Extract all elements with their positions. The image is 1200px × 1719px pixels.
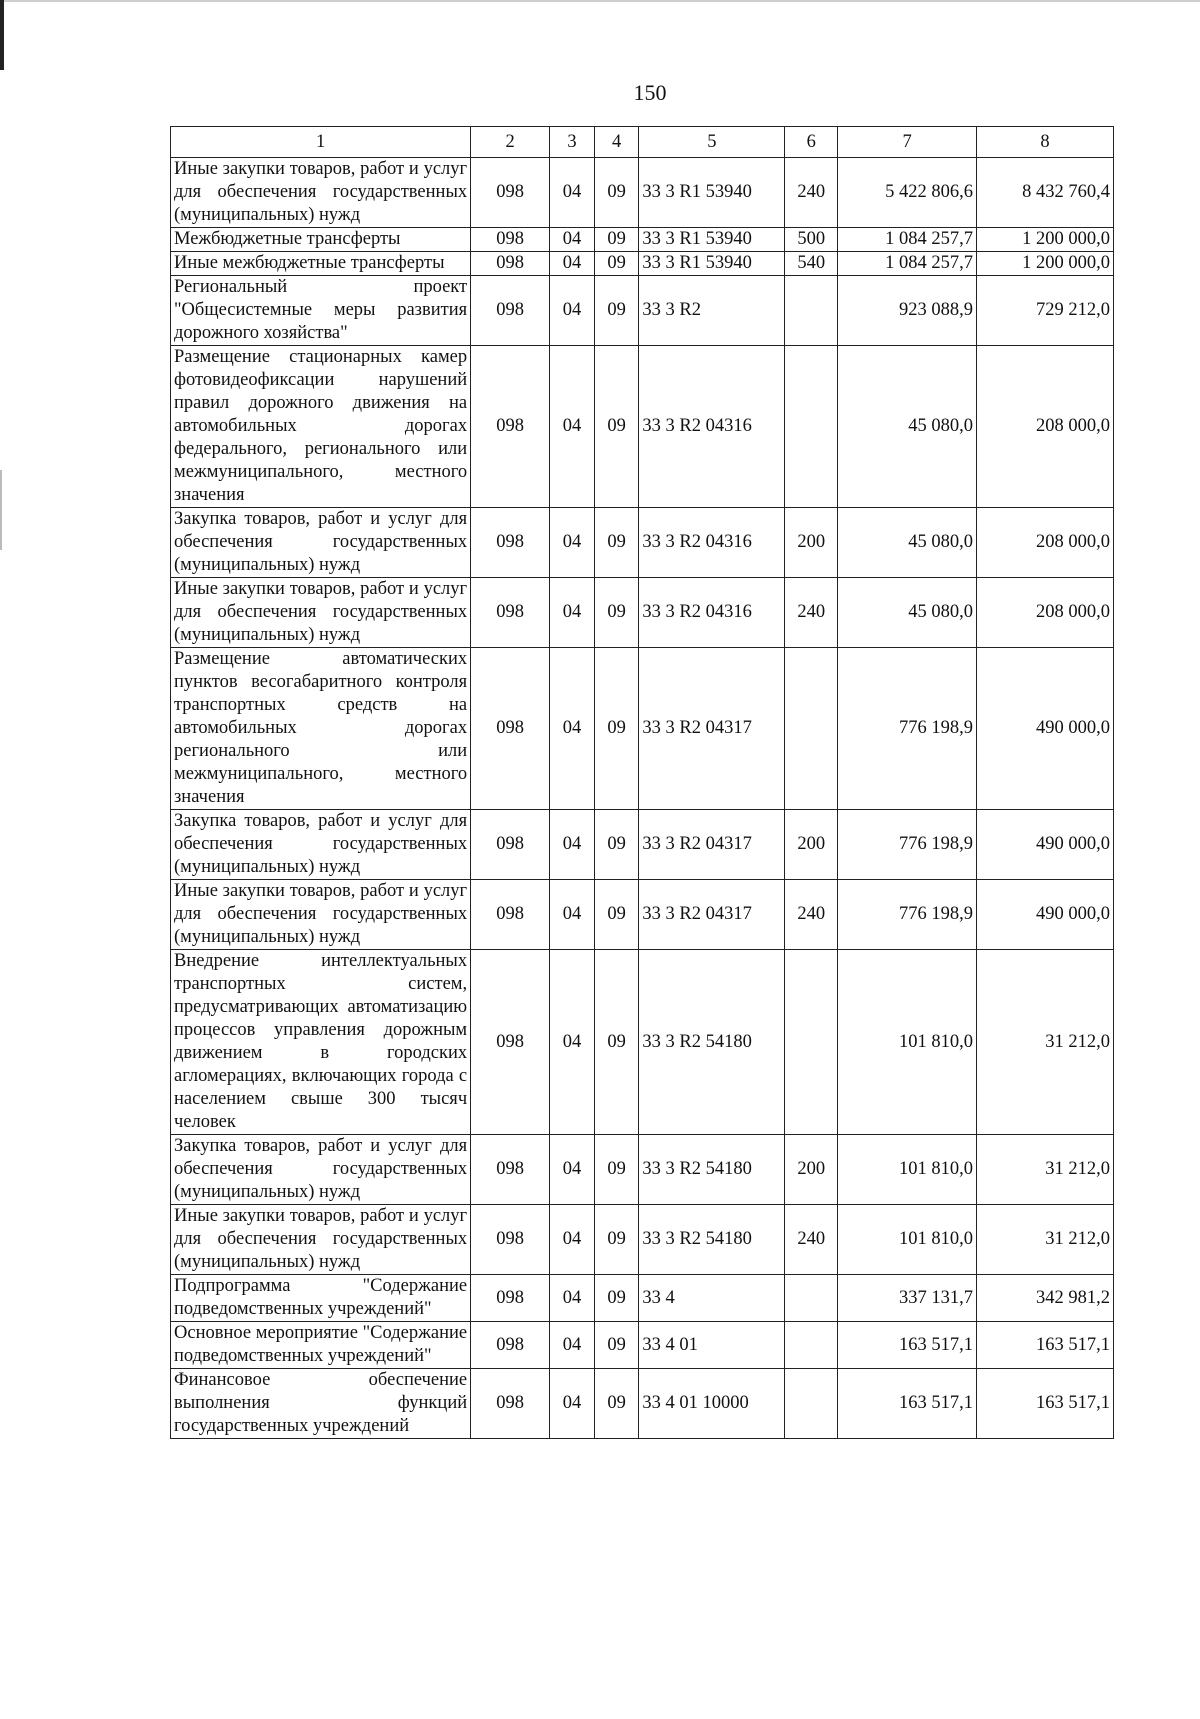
row-name-cell: Региональный проект "Общесистемные меры развития дорожного хозяйства"	[171, 276, 471, 346]
row-section-cell: 04	[550, 1135, 595, 1205]
row-name-cell: Иные межбюджетные трансферты	[171, 252, 471, 276]
row-admin-code-cell: 098	[471, 880, 550, 950]
column-header: 6	[785, 127, 838, 158]
row-name-cell: Финансовое обеспечение выполнения функций государственных учреждений	[171, 1369, 471, 1439]
row-admin-code-cell: 098	[471, 1369, 550, 1439]
scan-left-mark	[0, 470, 2, 550]
row-amount-year1-cell: 1 084 257,7	[838, 228, 977, 252]
row-section-cell: 04	[550, 880, 595, 950]
row-target-article-cell: 33 3 R2 04317	[639, 880, 785, 950]
row-subsection-cell: 09	[594, 158, 639, 228]
row-target-article-cell: 33 3 R1 53940	[639, 158, 785, 228]
table-row	[171, 950, 1114, 1135]
table-row	[171, 1135, 1114, 1205]
row-expense-type-cell	[785, 276, 838, 346]
row-admin-code-cell: 098	[471, 228, 550, 252]
table-row	[171, 158, 1114, 228]
row-section-cell: 04	[550, 950, 595, 1135]
header-row	[171, 127, 1114, 158]
row-target-article-cell: 33 3 R1 53940	[639, 228, 785, 252]
row-amount-year1-cell: 337 131,7	[838, 1275, 977, 1322]
row-name-cell: Межбюджетные трансферты	[171, 228, 471, 252]
row-target-article-cell: 33 3 R2 54180	[639, 950, 785, 1135]
row-admin-code-cell: 098	[471, 1322, 550, 1369]
row-admin-code-cell: 098	[471, 276, 550, 346]
row-amount-year2-cell: 31 212,0	[977, 1135, 1114, 1205]
row-subsection-cell: 09	[594, 508, 639, 578]
row-name-cell: Внедрение интеллектуальных транспортных систем, предусматривающих автоматизацию процессов управления дорожным движением в городских агломерациях, включающих города с населением свыше 300 тысяч человек	[171, 950, 471, 1135]
budget-table	[170, 126, 1114, 1439]
row-subsection-cell: 09	[594, 1369, 639, 1439]
table-row	[171, 810, 1114, 880]
row-expense-type-cell	[785, 950, 838, 1135]
row-section-cell: 04	[550, 228, 595, 252]
row-section-cell: 04	[550, 578, 595, 648]
row-target-article-cell: 33 3 R2	[639, 276, 785, 346]
column-header: 3	[550, 127, 595, 158]
row-subsection-cell: 09	[594, 880, 639, 950]
row-name-cell: Размещение стационарных камер фотовидеофиксации нарушений правил дорожного движения на автомобильных дорогах федерального, регионального или межмуниципального, местного значения	[171, 346, 471, 508]
row-target-article-cell: 33 4	[639, 1275, 785, 1322]
row-amount-year2-cell: 1 200 000,0	[977, 252, 1114, 276]
table-row	[171, 1322, 1114, 1369]
row-amount-year2-cell: 163 517,1	[977, 1369, 1114, 1439]
row-subsection-cell: 09	[594, 1205, 639, 1275]
row-amount-year2-cell: 729 212,0	[977, 276, 1114, 346]
row-section-cell: 04	[550, 1369, 595, 1439]
row-target-article-cell: 33 4 01 10000	[639, 1369, 785, 1439]
row-amount-year1-cell: 5 422 806,6	[838, 158, 977, 228]
row-amount-year1-cell: 45 080,0	[838, 578, 977, 648]
table-row	[171, 276, 1114, 346]
row-expense-type-cell: 240	[785, 880, 838, 950]
row-section-cell: 04	[550, 276, 595, 346]
row-amount-year2-cell: 208 000,0	[977, 346, 1114, 508]
row-amount-year2-cell: 342 981,2	[977, 1275, 1114, 1322]
row-expense-type-cell	[785, 1275, 838, 1322]
row-admin-code-cell: 098	[471, 1135, 550, 1205]
row-subsection-cell: 09	[594, 648, 639, 810]
row-expense-type-cell	[785, 648, 838, 810]
table-row	[171, 578, 1114, 648]
row-amount-year1-cell: 45 080,0	[838, 346, 977, 508]
row-amount-year2-cell: 31 212,0	[977, 950, 1114, 1135]
scan-top-edge	[0, 0, 1200, 2]
row-admin-code-cell: 098	[471, 158, 550, 228]
row-amount-year1-cell: 101 810,0	[838, 1205, 977, 1275]
row-amount-year1-cell: 101 810,0	[838, 950, 977, 1135]
table-body	[171, 158, 1114, 1439]
table-row	[171, 346, 1114, 508]
row-subsection-cell: 09	[594, 1322, 639, 1369]
row-expense-type-cell: 200	[785, 1135, 838, 1205]
table-row	[171, 228, 1114, 252]
table-row	[171, 1275, 1114, 1322]
row-amount-year2-cell: 8 432 760,4	[977, 158, 1114, 228]
row-name-cell: Подпрограмма "Содержание подведомственных учреждений"	[171, 1275, 471, 1322]
row-subsection-cell: 09	[594, 578, 639, 648]
row-subsection-cell: 09	[594, 950, 639, 1135]
row-section-cell: 04	[550, 810, 595, 880]
table-row	[171, 880, 1114, 950]
row-amount-year2-cell: 490 000,0	[977, 810, 1114, 880]
row-expense-type-cell: 500	[785, 228, 838, 252]
row-admin-code-cell: 098	[471, 508, 550, 578]
row-amount-year1-cell: 776 198,9	[838, 810, 977, 880]
row-admin-code-cell: 098	[471, 578, 550, 648]
row-subsection-cell: 09	[594, 810, 639, 880]
row-name-cell: Основное мероприятие "Содержание подведомственных учреждений"	[171, 1322, 471, 1369]
table-row	[171, 1369, 1114, 1439]
table-row	[171, 1205, 1114, 1275]
row-target-article-cell: 33 3 R2 04317	[639, 648, 785, 810]
row-amount-year2-cell: 1 200 000,0	[977, 228, 1114, 252]
row-section-cell: 04	[550, 252, 595, 276]
row-amount-year1-cell: 101 810,0	[838, 1135, 977, 1205]
row-admin-code-cell: 098	[471, 950, 550, 1135]
row-section-cell: 04	[550, 508, 595, 578]
row-expense-type-cell: 240	[785, 158, 838, 228]
column-header: 4	[594, 127, 639, 158]
row-expense-type-cell: 240	[785, 1205, 838, 1275]
column-header: 8	[977, 127, 1114, 158]
column-header: 1	[171, 127, 471, 158]
row-amount-year2-cell: 163 517,1	[977, 1322, 1114, 1369]
row-target-article-cell: 33 3 R2 04316	[639, 346, 785, 508]
row-subsection-cell: 09	[594, 252, 639, 276]
row-target-article-cell: 33 3 R1 53940	[639, 252, 785, 276]
row-amount-year1-cell: 923 088,9	[838, 276, 977, 346]
table-row	[171, 252, 1114, 276]
row-section-cell: 04	[550, 648, 595, 810]
row-subsection-cell: 09	[594, 228, 639, 252]
row-amount-year2-cell: 208 000,0	[977, 508, 1114, 578]
row-section-cell: 04	[550, 1205, 595, 1275]
row-target-article-cell: 33 4 01	[639, 1322, 785, 1369]
row-expense-type-cell	[785, 346, 838, 508]
row-amount-year1-cell: 776 198,9	[838, 648, 977, 810]
row-amount-year2-cell: 208 000,0	[977, 578, 1114, 648]
row-expense-type-cell: 200	[785, 508, 838, 578]
row-subsection-cell: 09	[594, 346, 639, 508]
row-name-cell: Закупка товаров, работ и услуг для обеспечения государственных (муниципальных) нужд	[171, 1135, 471, 1205]
row-target-article-cell: 33 3 R2 04316	[639, 508, 785, 578]
row-subsection-cell: 09	[594, 276, 639, 346]
scan-left-edge	[0, 0, 4, 70]
row-admin-code-cell: 098	[471, 1275, 550, 1322]
row-name-cell: Размещение автоматических пунктов весогабаритного контроля транспортных средств на автомобильных дорогах регионального или межмуниципального, местного значения	[171, 648, 471, 810]
row-amount-year1-cell: 163 517,1	[838, 1322, 977, 1369]
row-expense-type-cell: 540	[785, 252, 838, 276]
row-subsection-cell: 09	[594, 1275, 639, 1322]
row-admin-code-cell: 098	[471, 648, 550, 810]
row-name-cell: Закупка товаров, работ и услуг для обеспечения государственных (муниципальных) нужд	[171, 810, 471, 880]
row-section-cell: 04	[550, 346, 595, 508]
row-amount-year2-cell: 490 000,0	[977, 648, 1114, 810]
row-name-cell: Иные закупки товаров, работ и услуг для обеспечения государственных (муниципальных) нужд	[171, 1205, 471, 1275]
row-expense-type-cell: 240	[785, 578, 838, 648]
row-name-cell: Иные закупки товаров, работ и услуг для обеспечения государственных (муниципальных) нужд	[171, 158, 471, 228]
row-name-cell: Закупка товаров, работ и услуг для обеспечения государственных (муниципальных) нужд	[171, 508, 471, 578]
table-row	[171, 508, 1114, 578]
row-name-cell: Иные закупки товаров, работ и услуг для обеспечения государственных (муниципальных) нужд	[171, 880, 471, 950]
row-expense-type-cell	[785, 1322, 838, 1369]
row-expense-type-cell: 200	[785, 810, 838, 880]
column-header: 7	[838, 127, 977, 158]
row-amount-year2-cell: 31 212,0	[977, 1205, 1114, 1275]
row-amount-year1-cell: 163 517,1	[838, 1369, 977, 1439]
row-target-article-cell: 33 3 R2 54180	[639, 1135, 785, 1205]
row-amount-year1-cell: 776 198,9	[838, 880, 977, 950]
row-name-cell: Иные закупки товаров, работ и услуг для обеспечения государственных (муниципальных) нужд	[171, 578, 471, 648]
row-expense-type-cell	[785, 1369, 838, 1439]
page-number: 150	[633, 80, 667, 105]
row-target-article-cell: 33 3 R2 54180	[639, 1205, 785, 1275]
row-admin-code-cell: 098	[471, 252, 550, 276]
row-amount-year1-cell: 45 080,0	[838, 508, 977, 578]
row-admin-code-cell: 098	[471, 346, 550, 508]
table-row	[171, 648, 1114, 810]
row-section-cell: 04	[550, 158, 595, 228]
row-admin-code-cell: 098	[471, 810, 550, 880]
row-amount-year2-cell: 490 000,0	[977, 880, 1114, 950]
row-section-cell: 04	[550, 1275, 595, 1322]
row-admin-code-cell: 098	[471, 1205, 550, 1275]
column-header: 2	[471, 127, 550, 158]
row-amount-year1-cell: 1 084 257,7	[838, 252, 977, 276]
column-header: 5	[639, 127, 785, 158]
row-section-cell: 04	[550, 1322, 595, 1369]
row-target-article-cell: 33 3 R2 04316	[639, 578, 785, 648]
row-target-article-cell: 33 3 R2 04317	[639, 810, 785, 880]
row-subsection-cell: 09	[594, 1135, 639, 1205]
